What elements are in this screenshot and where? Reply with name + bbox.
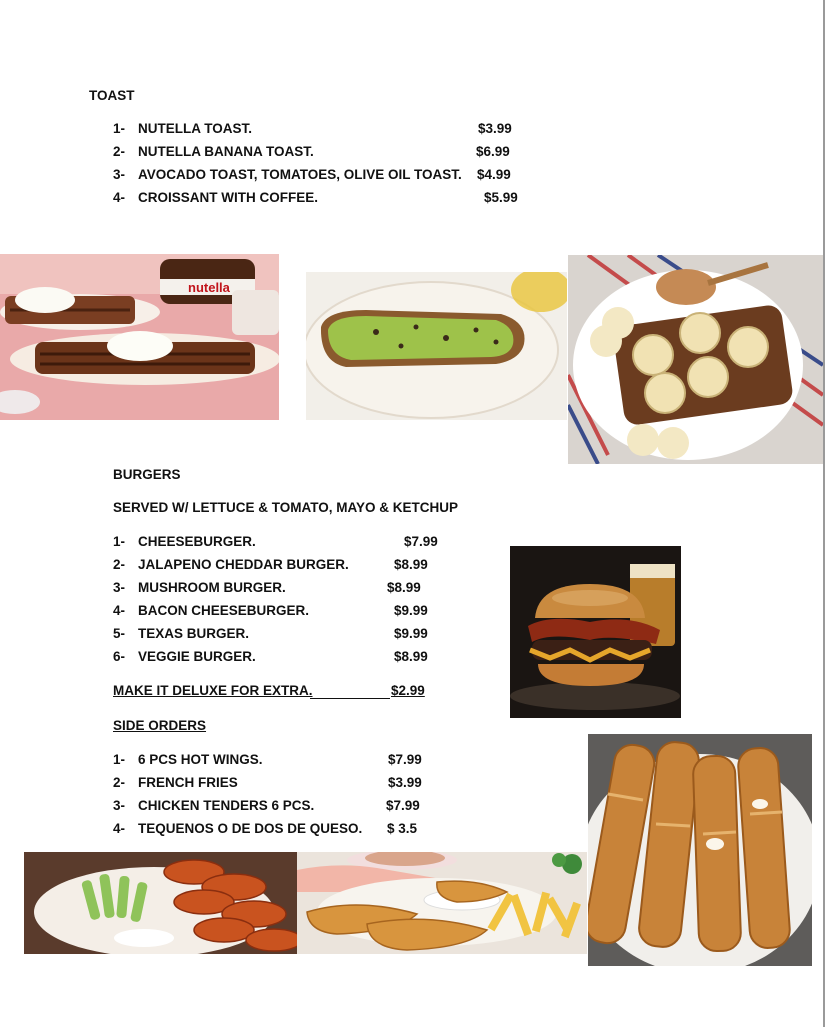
burger-item-price: $8.99 [387, 580, 421, 595]
toast-item-number: 1- [113, 121, 126, 136]
burger-item-number: 3- [113, 580, 126, 595]
burger-item-name: JALAPENO CHEDDAR BURGER. [138, 557, 349, 572]
burger-item-price: $9.99 [394, 626, 428, 641]
toast-item-name: AVOCADO TOAST, TOMATOES, OLIVE OIL TOAST. [138, 167, 462, 182]
deluxe-price: $2.99 [391, 683, 425, 698]
chicken-tenders-fries-photo [297, 852, 587, 954]
burger-item-price: $8.99 [394, 649, 428, 664]
toast-item-name: NUTELLA TOAST. [138, 121, 252, 136]
side-item-number: 1- [113, 752, 126, 767]
side-item-name: FRENCH FRIES [138, 775, 238, 790]
burgers-heading: BURGERS [113, 467, 181, 482]
avocado-toast-photo [306, 272, 567, 420]
nutella-jar-label: nutella [188, 280, 230, 295]
deluxe-label: MAKE IT DELUXE FOR EXTRA. [113, 683, 313, 698]
nutella-banana-toast-photo [568, 255, 823, 464]
toast-item-name: CROISSANT WITH COFFEE. [138, 190, 318, 205]
toast-item-number: 3- [113, 167, 126, 182]
side-item-name: 6 PCS HOT WINGS. [138, 752, 263, 767]
toast-item-name: NUTELLA BANANA TOAST. [138, 144, 314, 159]
hot-wings-photo [24, 852, 297, 954]
burger-photo [510, 546, 681, 718]
burger-item-price: $9.99 [394, 603, 428, 618]
burger-item-name: MUSHROOM BURGER. [138, 580, 286, 595]
deluxe-underline [310, 698, 390, 699]
side-item-number: 4- [113, 821, 126, 836]
burger-item-number: 1- [113, 534, 126, 549]
side-item-number: 3- [113, 798, 126, 813]
burger-item-name: CHEESEBURGER. [138, 534, 256, 549]
side-item-price: $ 3.5 [387, 821, 418, 836]
burgers-subheading: SERVED W/ LETTUCE & TOMATO, MAYO & KETCHUP [113, 500, 459, 515]
sides-heading: SIDE ORDERS [113, 718, 207, 733]
burger-item-number: 6- [113, 649, 126, 664]
toast-item-price: $4.99 [477, 167, 511, 182]
toast-heading: TOAST [89, 88, 135, 103]
nutella-toast-photo [0, 254, 279, 420]
toast-item-price: $5.99 [484, 190, 518, 205]
burger-item-price: $8.99 [394, 557, 428, 572]
toast-item-price: $6.99 [476, 144, 510, 159]
side-item-name: CHICKEN TENDERS 6 PCS. [138, 798, 315, 813]
burger-item-name: TEXAS BURGER. [138, 626, 250, 641]
burger-item-name: BACON CHEESEBURGER. [138, 603, 310, 618]
side-item-number: 2- [113, 775, 126, 790]
side-item-name: TEQUENOS O DE DOS DE QUESO. [138, 821, 363, 836]
toast-item-price: $3.99 [478, 121, 512, 136]
side-item-price: $7.99 [386, 798, 420, 813]
side-item-price: $3.99 [388, 775, 422, 790]
burger-item-price: $7.99 [404, 534, 438, 549]
burger-item-number: 4- [113, 603, 126, 618]
burger-item-name: VEGGIE BURGER. [138, 649, 256, 664]
tequenos-photo [588, 734, 812, 966]
toast-item-number: 4- [113, 190, 126, 205]
burger-item-number: 5- [113, 626, 126, 641]
burger-item-number: 2- [113, 557, 126, 572]
side-item-price: $7.99 [388, 752, 422, 767]
toast-item-number: 2- [113, 144, 126, 159]
